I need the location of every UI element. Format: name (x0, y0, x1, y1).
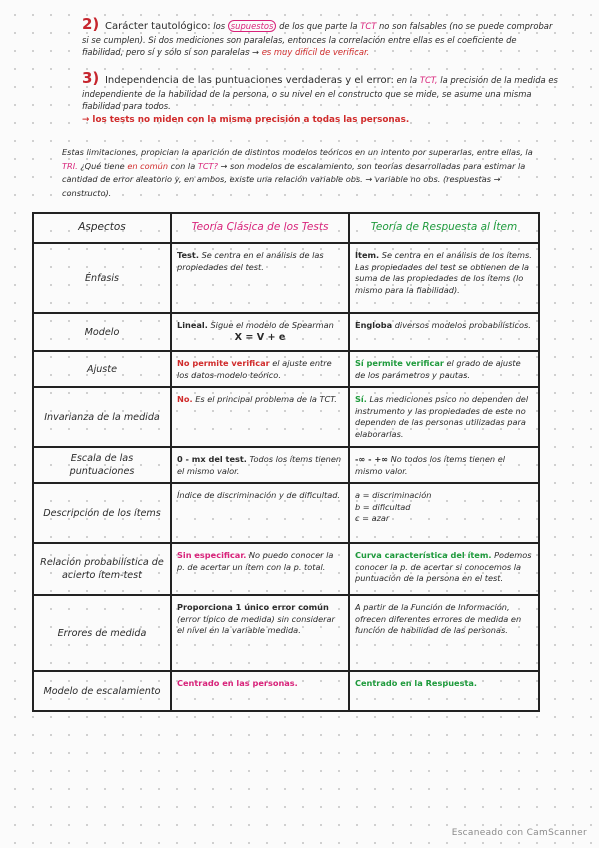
tct-body: Sigue el modelo de Spearman (210, 320, 334, 330)
tct-body: Índice de discriminación y de dificultad. (177, 490, 341, 500)
aspect-cell: Escala de las puntuaciones (33, 447, 171, 483)
tri-cell (349, 595, 539, 671)
tct-lead: No permite verificar (177, 358, 270, 368)
tri-lead: Centrado en la Respuesta. (355, 678, 478, 688)
tri-cell (349, 351, 539, 387)
table-row (33, 351, 539, 387)
tri-cell (349, 387, 539, 447)
tri-lead: -∞ - +∞ (355, 454, 388, 464)
tct-body: Todos los ítems tienen el mismo valor. (177, 454, 342, 476)
point-independence (82, 69, 560, 126)
tct-cell (171, 595, 349, 671)
header-tct: Teoría Clásica de los Tests (171, 213, 349, 243)
tct-cell (171, 387, 349, 447)
tct-body: Es el principal problema de la TCT. (195, 394, 337, 404)
point-heading: Independencia de las puntuaciones verdaderas y el error: (104, 75, 394, 86)
point-text: no son falsables (no se puede comprobar si se cumplen). Si dos mediciones son paralelas, entonces la correlación entre ellas es el coeficiente de fiabilidad, pero sí y sólo sí son paralelas → (82, 21, 553, 57)
point-conclusion: es muy difícil de verificar. (261, 47, 370, 57)
aspect-cell: Invarianza de la medida (33, 387, 171, 447)
aspect-cell: Descripción de los ítems (33, 483, 171, 543)
aspect-cell: Ajuste (33, 351, 171, 387)
tct-lead: No. (177, 394, 193, 404)
aspect-cell: Relación probabilística de acierto ítem-test (33, 543, 171, 595)
aspect-cell: Errores de medida (33, 595, 171, 671)
tct-cell (171, 483, 349, 543)
tri-acronym: TRI. (62, 160, 78, 171)
table-row (33, 671, 539, 711)
parameter-line: a = discriminación (355, 490, 432, 500)
tri-body: A partir de la Función de Información, ofrecen diferentes errores de medida en función de habilidad de las personas. (355, 602, 522, 635)
point-text: la precisión de la medida es independiente de la habilidad de la persona, o su nivel en el constructo que se mide, se asume una misma fiabilidad para todos. (82, 75, 558, 111)
table-row (33, 543, 539, 595)
tct-acronym: TCT (360, 21, 377, 31)
point-tautological (82, 15, 560, 59)
tct-lead: Lineal. (177, 320, 208, 330)
point-number: 2) (82, 15, 100, 33)
point-text: de los que parte la (279, 21, 358, 31)
tct-cell (171, 447, 349, 483)
tct-body: el ajuste entre los datos-modelo teórico. (177, 358, 332, 380)
tri-body: diversos modelos probabilísticos. (394, 320, 531, 330)
tct-cell (171, 543, 349, 595)
intro-text: → son modelos de escalamiento, son teorías desarrolladas para estimar la cantidad de error aleatorio y, en ambos, existe una relación variable obs. → variable no obs. (respuestas → constructo). (62, 160, 526, 198)
point-number: 3) (82, 69, 100, 87)
tct-lead: Sin especificar. (177, 550, 247, 560)
point-heading: Carácter tautológico: (104, 21, 211, 32)
parameter-line: b = dificultad (355, 501, 411, 512)
intro-text: con la (170, 160, 196, 171)
intro-text: Estas limitaciones, propician la aparición de distintos modelos teóricos en un intento por superarlas, entre ellas, la (62, 147, 533, 157)
header-aspects: Aspectos (33, 213, 171, 243)
tct-acronym: TCT, (419, 75, 438, 85)
tct-cell (171, 671, 349, 711)
tri-body: No todos los ítems tienen el mismo valor. (355, 454, 506, 476)
scanner-watermark: Escaneado con CamScanner (451, 828, 587, 838)
table-row (33, 595, 539, 671)
aspect-cell: Modelo de escalamiento (33, 671, 171, 711)
tri-lead: Sí. (355, 394, 367, 404)
tri-cell (349, 313, 539, 351)
tri-body: el grado de ajuste de los parámetros y pautas. (355, 358, 521, 380)
tri-lead: Ítem. (355, 250, 380, 260)
tri-cell (349, 671, 539, 711)
intro-text: ¿Qué tiene (80, 160, 125, 171)
tri-lead: Curva característica del ítem. (355, 550, 492, 560)
parameter-line: c = azar (355, 513, 390, 523)
point-conclusion: → los tests no miden con la misma precisión a todas las personas. (82, 114, 410, 125)
tct-body: (error típico de medida) sin considerar el nivel en la variable medida. (177, 613, 335, 635)
table-row (33, 243, 539, 313)
tri-lead: Engloba (355, 320, 393, 330)
table-row (33, 447, 539, 483)
tct-cell (171, 313, 349, 351)
comparison-table (32, 212, 540, 712)
tct-lead: Centrado en las personas. (177, 678, 298, 688)
tri-cell (349, 447, 539, 483)
tri-lead: Sí permite verificar (355, 358, 444, 368)
table-row (33, 313, 539, 351)
table-row (33, 483, 539, 543)
tct-lead: Test. (177, 250, 199, 260)
tct-body: No puedo conocer la p. de acertar un ítem con la p. total. (177, 550, 334, 572)
tri-cell (349, 543, 539, 595)
tct-acronym: TCT? (197, 160, 218, 171)
tct-lead: 0 - mx del test. (177, 454, 247, 464)
tri-body: Podemos conocer la p. de acertar si conocemos la puntuación de la persona en el test. (355, 550, 532, 583)
in-common-phrase: en común (127, 160, 169, 171)
tri-body: Las mediciones psico no dependen del instrumento y las propiedades de este no dependen de las personas utilizadas para elaborarlas. (355, 394, 529, 439)
table-row (33, 387, 539, 447)
tri-body: Se centra en el análisis de los ítems. Las propiedades del test se obtienen de la suma de las propiedades de los ítems (lo mismo para la fiabilidad). (355, 250, 532, 295)
table-header-row (33, 213, 539, 243)
tct-body: Se centra en el análisis de las propiedades del test. (177, 250, 324, 272)
intro-paragraph (62, 146, 550, 200)
tct-lead: Proporciona 1 único error común (177, 602, 329, 612)
circled-word: supuestos (228, 20, 277, 32)
aspect-cell: Énfasis (33, 243, 171, 313)
tct-cell (171, 243, 349, 313)
tct-cell (171, 351, 349, 387)
formula: X = V + e (234, 331, 286, 343)
point-text: los (213, 21, 226, 31)
header-tri: Teoría de Respuesta al Ítem (349, 213, 539, 243)
tri-cell (349, 243, 539, 313)
aspect-cell: Modelo (33, 313, 171, 351)
point-text: en la (396, 75, 418, 85)
tri-cell (349, 483, 539, 543)
